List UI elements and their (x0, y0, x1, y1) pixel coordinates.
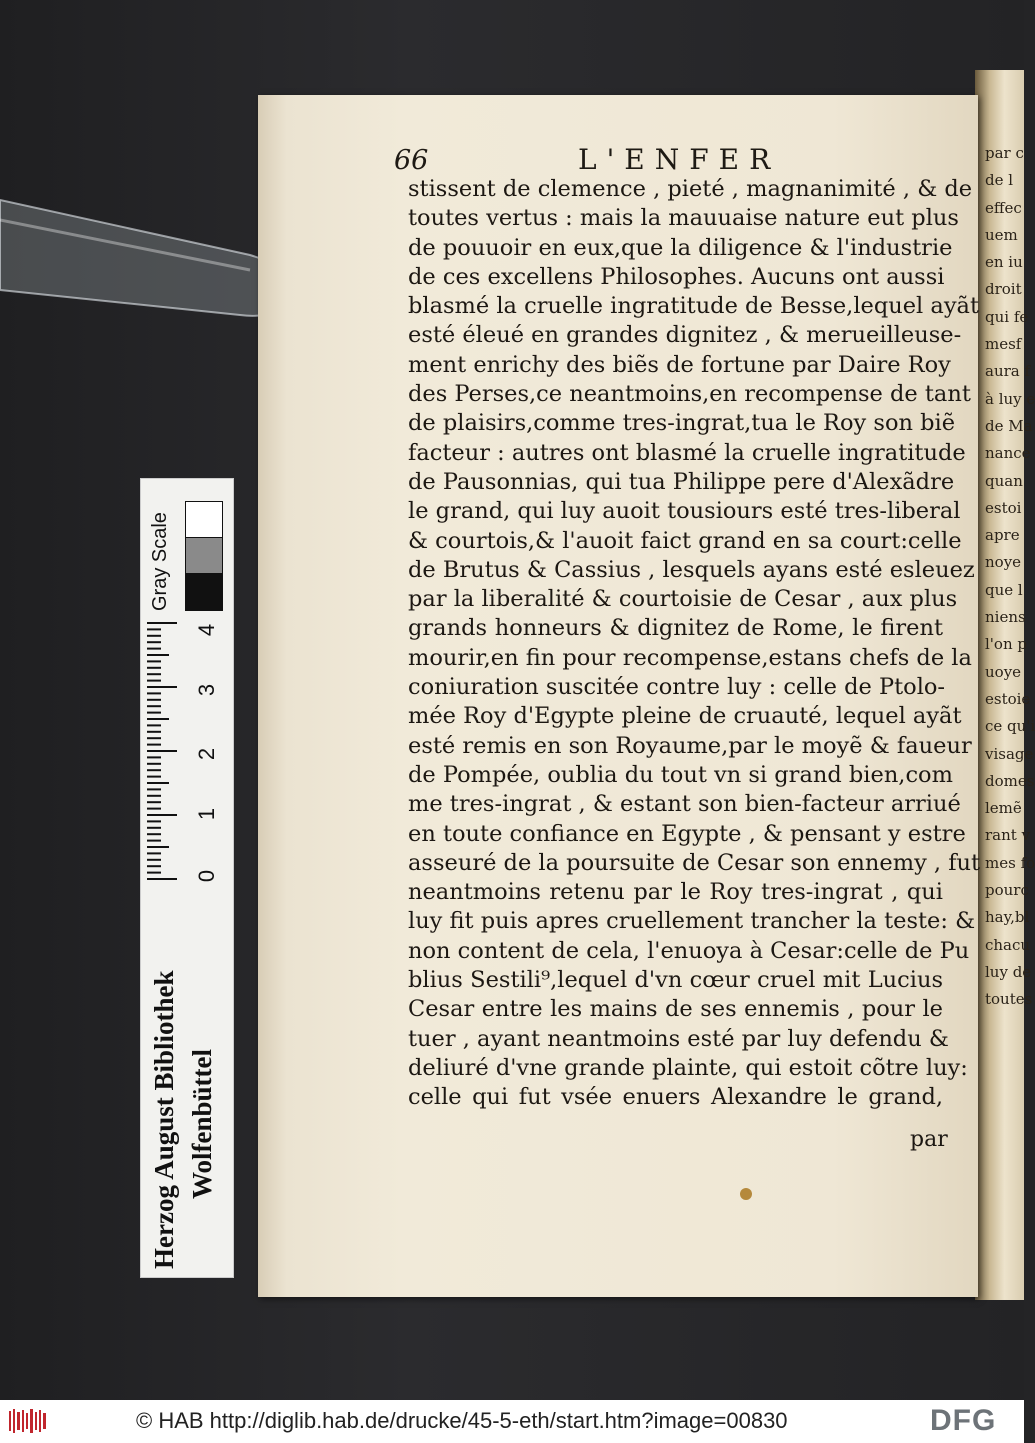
facing-line: rant v (985, 826, 1031, 845)
institution-city: Wolfenbüttel (187, 1048, 217, 1199)
facing-line: en iu (985, 253, 1023, 272)
text-line: & courtois,& l'auoit faict grand en sa court:celle (408, 527, 962, 554)
body-text (408, 175, 981, 1113)
text-line: mourir,en fin pour recompense,estans chefs de la (408, 644, 972, 671)
facing-line: nance (985, 444, 1031, 463)
text-line: tuer , ayant neantmoins esté par luy defendu & (408, 1025, 949, 1052)
ruler-number-3: 3 (194, 683, 220, 697)
text-line: non content de cela, l'enuoya à Cesar:celle de Pu (408, 937, 970, 964)
text-line: blasmé la cruelle ingratitude de Besse,lequel ayãt (408, 293, 979, 320)
text-line: grands honneurs & dignitez de Rome, le firent (408, 615, 943, 642)
text-line: coniuration suscitée contre luy : celle de Ptolo- (408, 674, 946, 701)
facing-line: par c (985, 144, 1024, 162)
color-scale-ruler (140, 478, 234, 1278)
facing-line: mes fo (985, 853, 1035, 872)
text-line: blius Sestili⁹,lequel d'vn cœur cruel mit Lucius (408, 967, 943, 994)
text-line: de Brutus & Cassius , lesquels ayans esté esleuez (408, 556, 975, 583)
running-head: L'ENFER (578, 143, 781, 176)
text-line: esté remis en son Royaume,par le moyẽ & faueur (408, 732, 972, 759)
facing-line: pourc (985, 881, 1029, 900)
hab-barcode-icon (8, 1408, 48, 1434)
text-line: deliuré d'vne grande plainte, qui estoit cõtre luy: (408, 1054, 968, 1081)
facing-line: toutes (985, 990, 1033, 1009)
text-line: facteur : autres ont blasmé la cruelle ingratitude (408, 439, 966, 466)
text-line: me tres-ingrat , & estant son bien-facteur arriué (408, 791, 961, 818)
facing-line: uoye (985, 662, 1022, 681)
facing-line: estoie (985, 689, 1031, 708)
ruler-number-1: 1 (194, 807, 220, 821)
facing-line: apre (985, 526, 1020, 545)
facing-line: ce qu'i (985, 717, 1035, 736)
text-line: stissent de clemence , pieté , magnanimité , & de (408, 176, 973, 202)
text-line: des Perses,ce neantmoins,en recompense de tant (408, 381, 971, 408)
facing-line: que l (985, 580, 1023, 599)
dfg-logo: DFG (930, 1404, 997, 1437)
facing-page (985, 140, 1035, 1220)
ruler-number-4: 4 (194, 623, 220, 637)
ruler-number-0: 0 (194, 869, 220, 883)
facing-line: mesf (985, 335, 1022, 354)
book-page (258, 95, 981, 1297)
text-line: par la liberalité & courtoisie de Cesar , aux plus (408, 586, 958, 613)
text-line: neantmoins retenu par le Roy tres-ingrat , qui (408, 879, 943, 906)
facing-line: visage (985, 744, 1034, 763)
page-number: 66 (394, 145, 429, 176)
page-stain (740, 1188, 752, 1200)
facing-line: de l (985, 171, 1014, 190)
facing-line: uem (985, 225, 1018, 244)
copyright-link[interactable]: © HAB http://diglib.hab.de/drucke/45-5-eth/start.htm?image=00830 (136, 1408, 788, 1433)
text-line: asseuré de la poursuite de Cesar son ennemy , fut (408, 849, 981, 876)
facing-line: niens (985, 608, 1026, 627)
facing-line: l'on p (985, 635, 1027, 654)
facing-line: à luy e (985, 389, 1035, 408)
text-line: esté éleué en grandes dignitez , & merueilleuse- (408, 322, 962, 349)
footer-bar (0, 1400, 1024, 1443)
ruler-ticks (147, 619, 197, 899)
black-swatch (185, 573, 223, 611)
text-line: ment enrichy des biẽs de fortune par Daire Roy (408, 351, 951, 378)
catchword: par (910, 1127, 948, 1152)
facing-line: droit (985, 280, 1022, 299)
facing-line: aura f (985, 362, 1031, 381)
facing-line: qui fe (985, 307, 1029, 326)
glass-clip (0, 180, 300, 340)
text-line: le grand, qui luy auoit tousiours esté tres-liberal (408, 498, 961, 525)
text-line: de Pompée, oublia du tout vn si grand bien,com (408, 761, 953, 788)
facing-line: hay,bl (985, 908, 1030, 927)
facing-line: noye (985, 553, 1022, 572)
facing-line: lemẽ (985, 799, 1022, 818)
text-line: toutes vertus : mais la mauuaise nature eut plus (408, 205, 959, 232)
text-line: de ces excellens Philosophes. Aucuns ont aussi (408, 263, 945, 290)
ruler-number-2: 2 (194, 747, 220, 761)
facing-line: de Ma (985, 416, 1033, 435)
facing-line: luy de (985, 962, 1032, 981)
facing-line: effec (985, 198, 1022, 217)
text-line: luy fit puis apres cruellement trancher la teste: & (408, 908, 976, 935)
text-line: en toute confiance en Egypte , & pensant y estre (408, 820, 966, 847)
gray-scale-label: Gray Scale (149, 512, 171, 611)
facing-line: chacu (985, 935, 1031, 954)
text-line: mée Roy d'Egypte pleine de cruauté, lequel ayãt (408, 703, 962, 730)
institution-name: Herzog August Bibliothek (149, 970, 179, 1269)
text-line: de pouuoir en eux,que la diligence & l'industrie (408, 234, 953, 261)
text-line: Cesar entre les mains de ses ennemis , pour le (408, 996, 943, 1023)
facing-line: domes (985, 771, 1035, 790)
gray-swatch (185, 537, 223, 575)
facing-line: estoi (985, 498, 1022, 517)
white-swatch (185, 501, 223, 539)
text-line: celle qui fut vsée enuers Alexandre le grand, (408, 1084, 943, 1111)
text-line: de plaisirs,comme tres-ingrat,tua le Roy son biẽ (408, 410, 956, 437)
facing-line: quan (985, 471, 1023, 490)
text-line: de Pausonnias, qui tua Philippe pere d'Alexãdre (408, 468, 955, 495)
